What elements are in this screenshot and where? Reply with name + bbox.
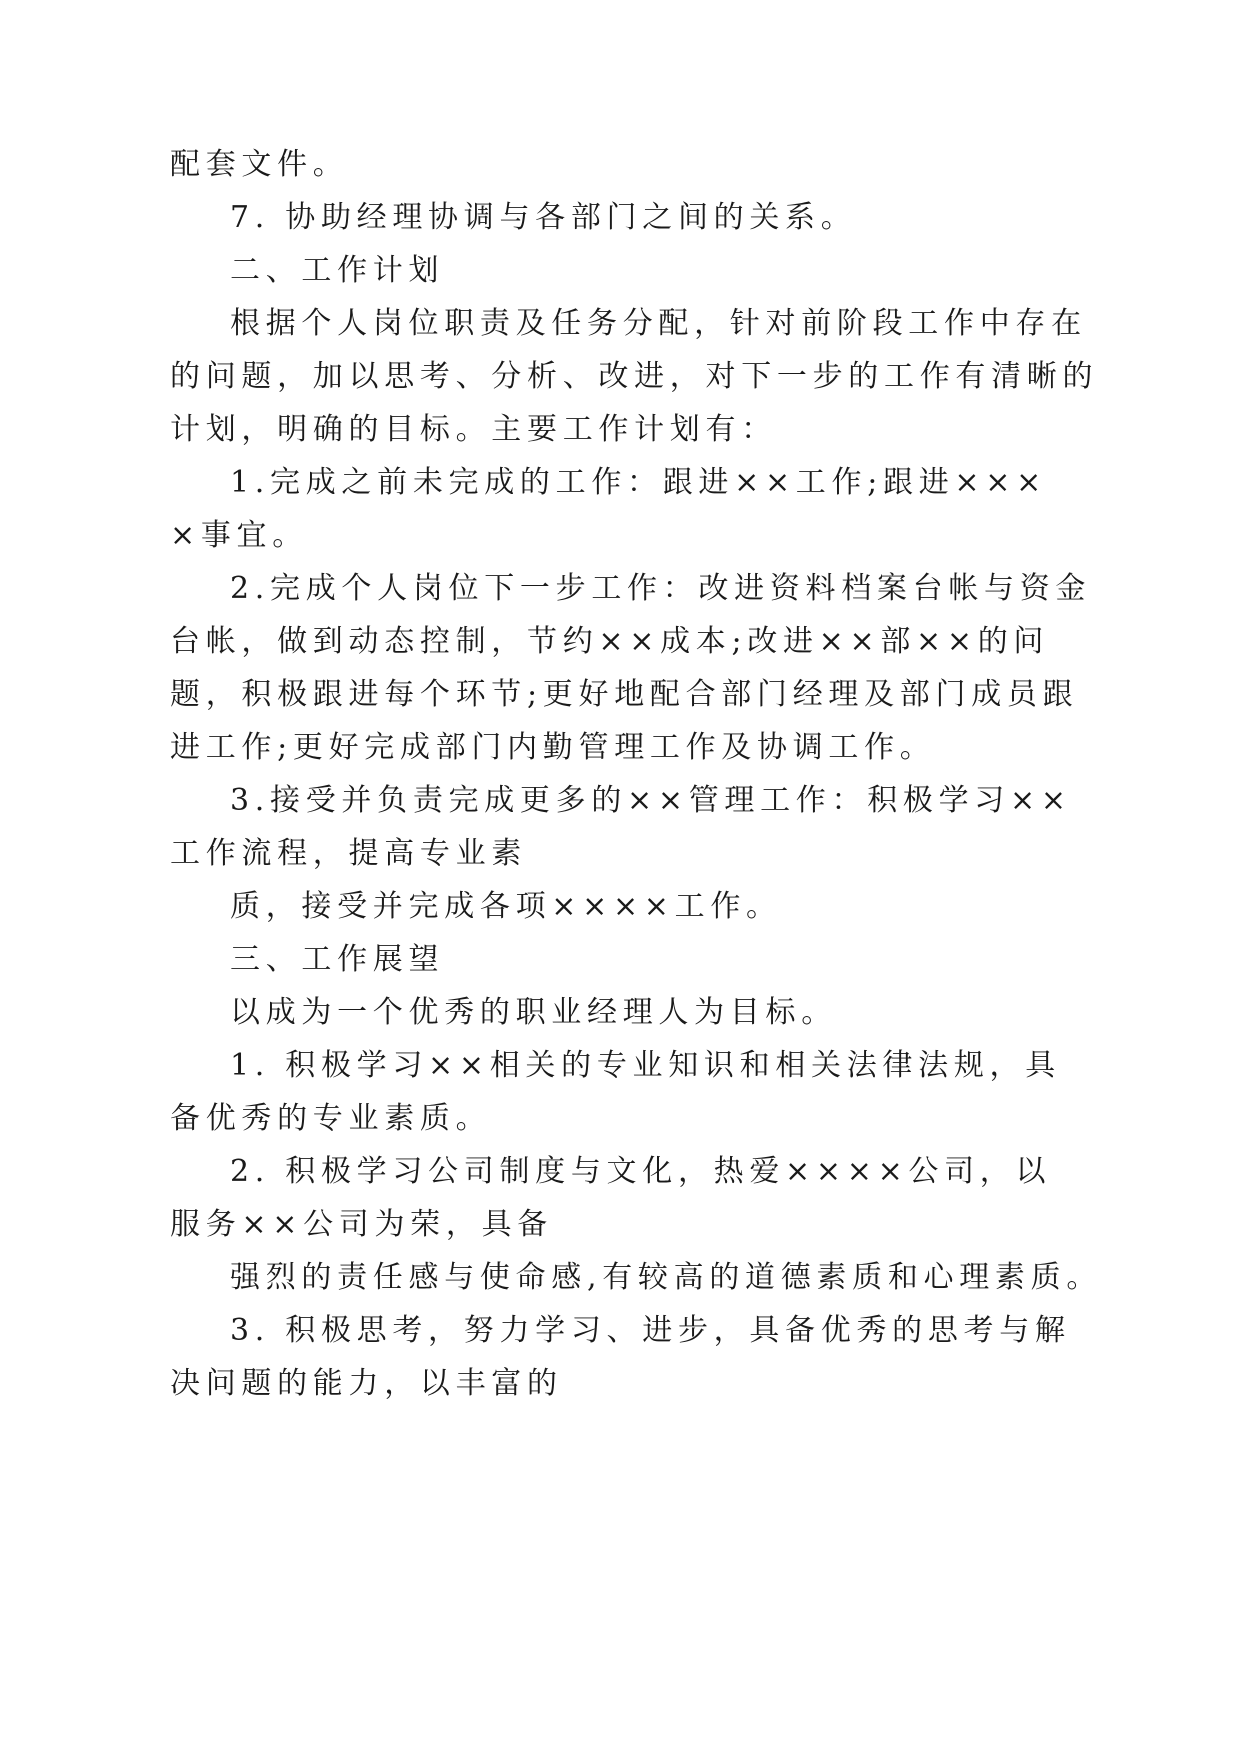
text-line: 工作流程，提高专业素 xyxy=(170,836,527,871)
text-line: 根据个人岗位职责及任务分配，针对前阶段工作中存在 xyxy=(230,306,1087,341)
text-line: 计划，明确的目标。主要工作计划有： xyxy=(170,412,777,447)
text-line: 强烈的责任感与使命感,有较高的道德素质和心理素质。 xyxy=(230,1260,1103,1295)
text-line: 1. 积极学习××相关的专业知识和相关法律法规，具 xyxy=(230,1048,1061,1083)
text-line: 服务××公司为荣，具备 xyxy=(170,1207,553,1242)
text-line: 2.完成个人岗位下一步工作：改进资料档案台帐与资金 xyxy=(230,571,1092,606)
text-line: 进工作;更好完成部门内勤管理工作及协调工作。 xyxy=(170,730,936,765)
section-heading: 二、工作计划 xyxy=(230,253,445,288)
text-line: 决问题的能力，以丰富的 xyxy=(170,1366,563,1401)
text-line: 的问题，加以思考、分析、改进，对下一步的工作有清晰的 xyxy=(170,359,1099,394)
text-line: 题，积极跟进每个环节;更好地配合部门经理及部门成员跟 xyxy=(170,677,1079,712)
text-line: 7. 协助经理协调与各部门之间的关系。 xyxy=(230,200,857,235)
text-line: 1.完成之前未完成的工作：跟进××工作;跟进××× xyxy=(230,465,1047,500)
text-line: 备优秀的专业素质。 xyxy=(170,1101,492,1136)
text-line: 3. 积极思考，努力学习、进步，具备优秀的思考与解 xyxy=(230,1313,1071,1348)
text-line: 质，接受并完成各项××××工作。 xyxy=(230,889,782,924)
text-line: 配套文件。 xyxy=(170,147,349,182)
text-line: 以成为一个优秀的职业经理人为目标。 xyxy=(230,995,837,1030)
text-line: 台帐，做到动态控制，节约××成本;改进××部××的问 xyxy=(170,624,1050,659)
section-heading: 三、工作展望 xyxy=(230,942,445,977)
text-line: 3.接受并负责完成更多的××管理工作：积极学习×× xyxy=(230,783,1072,818)
text-line: 2. 积极学习公司制度与文化，热爱××××公司，以 xyxy=(230,1154,1052,1189)
text-line: ×事宜。 xyxy=(170,518,308,553)
